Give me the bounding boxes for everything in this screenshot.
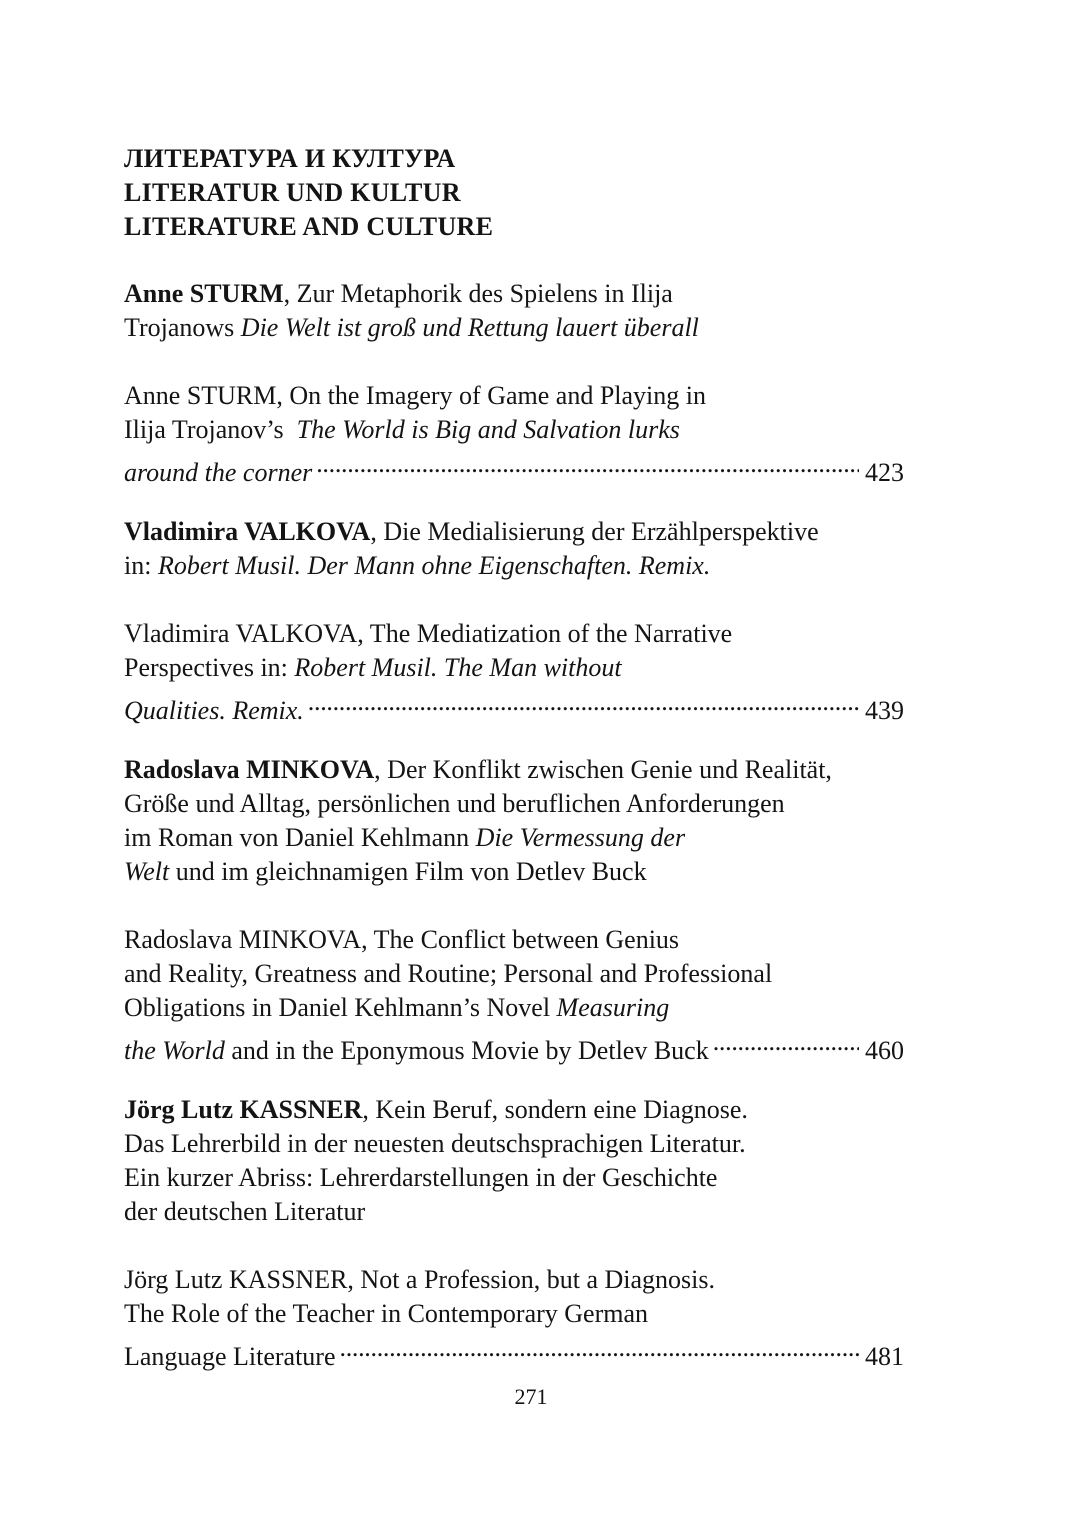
toc-entry-minkova-en[interactable]: Radoslava MINKOVA, The Conflict between Genius and Reality, Greatness and Routine; Personal and Professional Obligations in Daniel Kehlmann’s Novel Measuring the World and in the Eponymous Movie by Detlev Buck . . . 460 [124, 923, 904, 1059]
heading-english: LITERATURE AND CULTURE [124, 212, 494, 241]
dot-leader [316, 447, 859, 481]
toc-entry-minkova-de[interactable]: Radoslava MINKOVA, Der Konflikt zwischen Genie und Realität, Größe und Alltag, persönlichen und beruflichen Anforderungen im Roman von Daniel Kehlmann Die Vermessung der Welt und im gleichnamigen Film von Detlev Buck [124, 755, 832, 886]
toc-entry-kassner-en[interactable]: Jörg Lutz KASSNER, Not a Profession, but a Diagnosis. The Role of the Teacher in Contemporary German Language Literature . . . 481 [124, 1263, 904, 1365]
work-title: Robert Musil. Der Mann ohne Eigenschaften. Remix. [157, 551, 711, 580]
toc-entry-kassner-de[interactable]: Jörg Lutz KASSNER, Kein Beruf, sondern eine Diagnose. Das Lehrerbild in der neuesten deutschsprachigen Literatur. Ein kurzer Abriss: Lehrerdarstellungen in der Geschichte der deutschen Literatur [124, 1095, 748, 1226]
author-name: Jörg Lutz KASSNER [124, 1095, 363, 1124]
toc-entry-sturm-en[interactable]: Anne STURM, On the Imagery of Game and Playing in Ilija Trojanov’s The World is Big and Salvation lurks around the corner . . . 423 [124, 379, 904, 481]
toc-entry-valkova-en[interactable]: Vladimira VALKOVA, The Mediatization of the Narrative Perspectives in: Robert Musil. The Man without Qualities. Remix. . . . 439 [124, 617, 904, 719]
work-title: Die Welt ist groß und Rettung lauert überall [240, 313, 699, 342]
page-ref: 439 [865, 696, 904, 725]
author-name: Vladimira VALKOVA [124, 517, 371, 546]
page-number: 271 [514, 1384, 548, 1409]
work-title: Die Vermessung der [475, 823, 686, 852]
page-ref: 423 [865, 458, 904, 487]
heading-german: LITERATUR UND KULTUR [124, 178, 461, 207]
dot-leader [340, 1331, 860, 1365]
author-name: Anne STURM [124, 279, 284, 308]
toc-entry-sturm-de[interactable]: Anne STURM, Zur Metaphorik des Spielens in Ilija Trojanows Die Welt ist groß und Rettung lauert überall [124, 279, 699, 342]
table-of-contents [124, 142, 904, 1371]
work-title: Measuring [556, 993, 670, 1022]
section-heading [124, 142, 904, 244]
work-title: The World is Big and Salvation lurks [296, 415, 680, 444]
page-ref: 460 [865, 1036, 904, 1065]
heading-bulgarian: ЛИТЕРАТУРА И КУЛТУРА [124, 144, 456, 173]
page-ref: 481 [865, 1342, 904, 1371]
toc-entry-valkova-de[interactable]: Vladimira VALKOVA, Die Medialisierung der Erzählperspektive in: Robert Musil. Der Mann ohne Eigenschaften. Remix. [124, 517, 819, 580]
dot-leader [308, 685, 859, 719]
author-name: Radoslava MINKOVA [124, 755, 375, 784]
dot-leader [713, 1025, 859, 1059]
work-title: Robert Musil. The Man without [294, 653, 622, 682]
